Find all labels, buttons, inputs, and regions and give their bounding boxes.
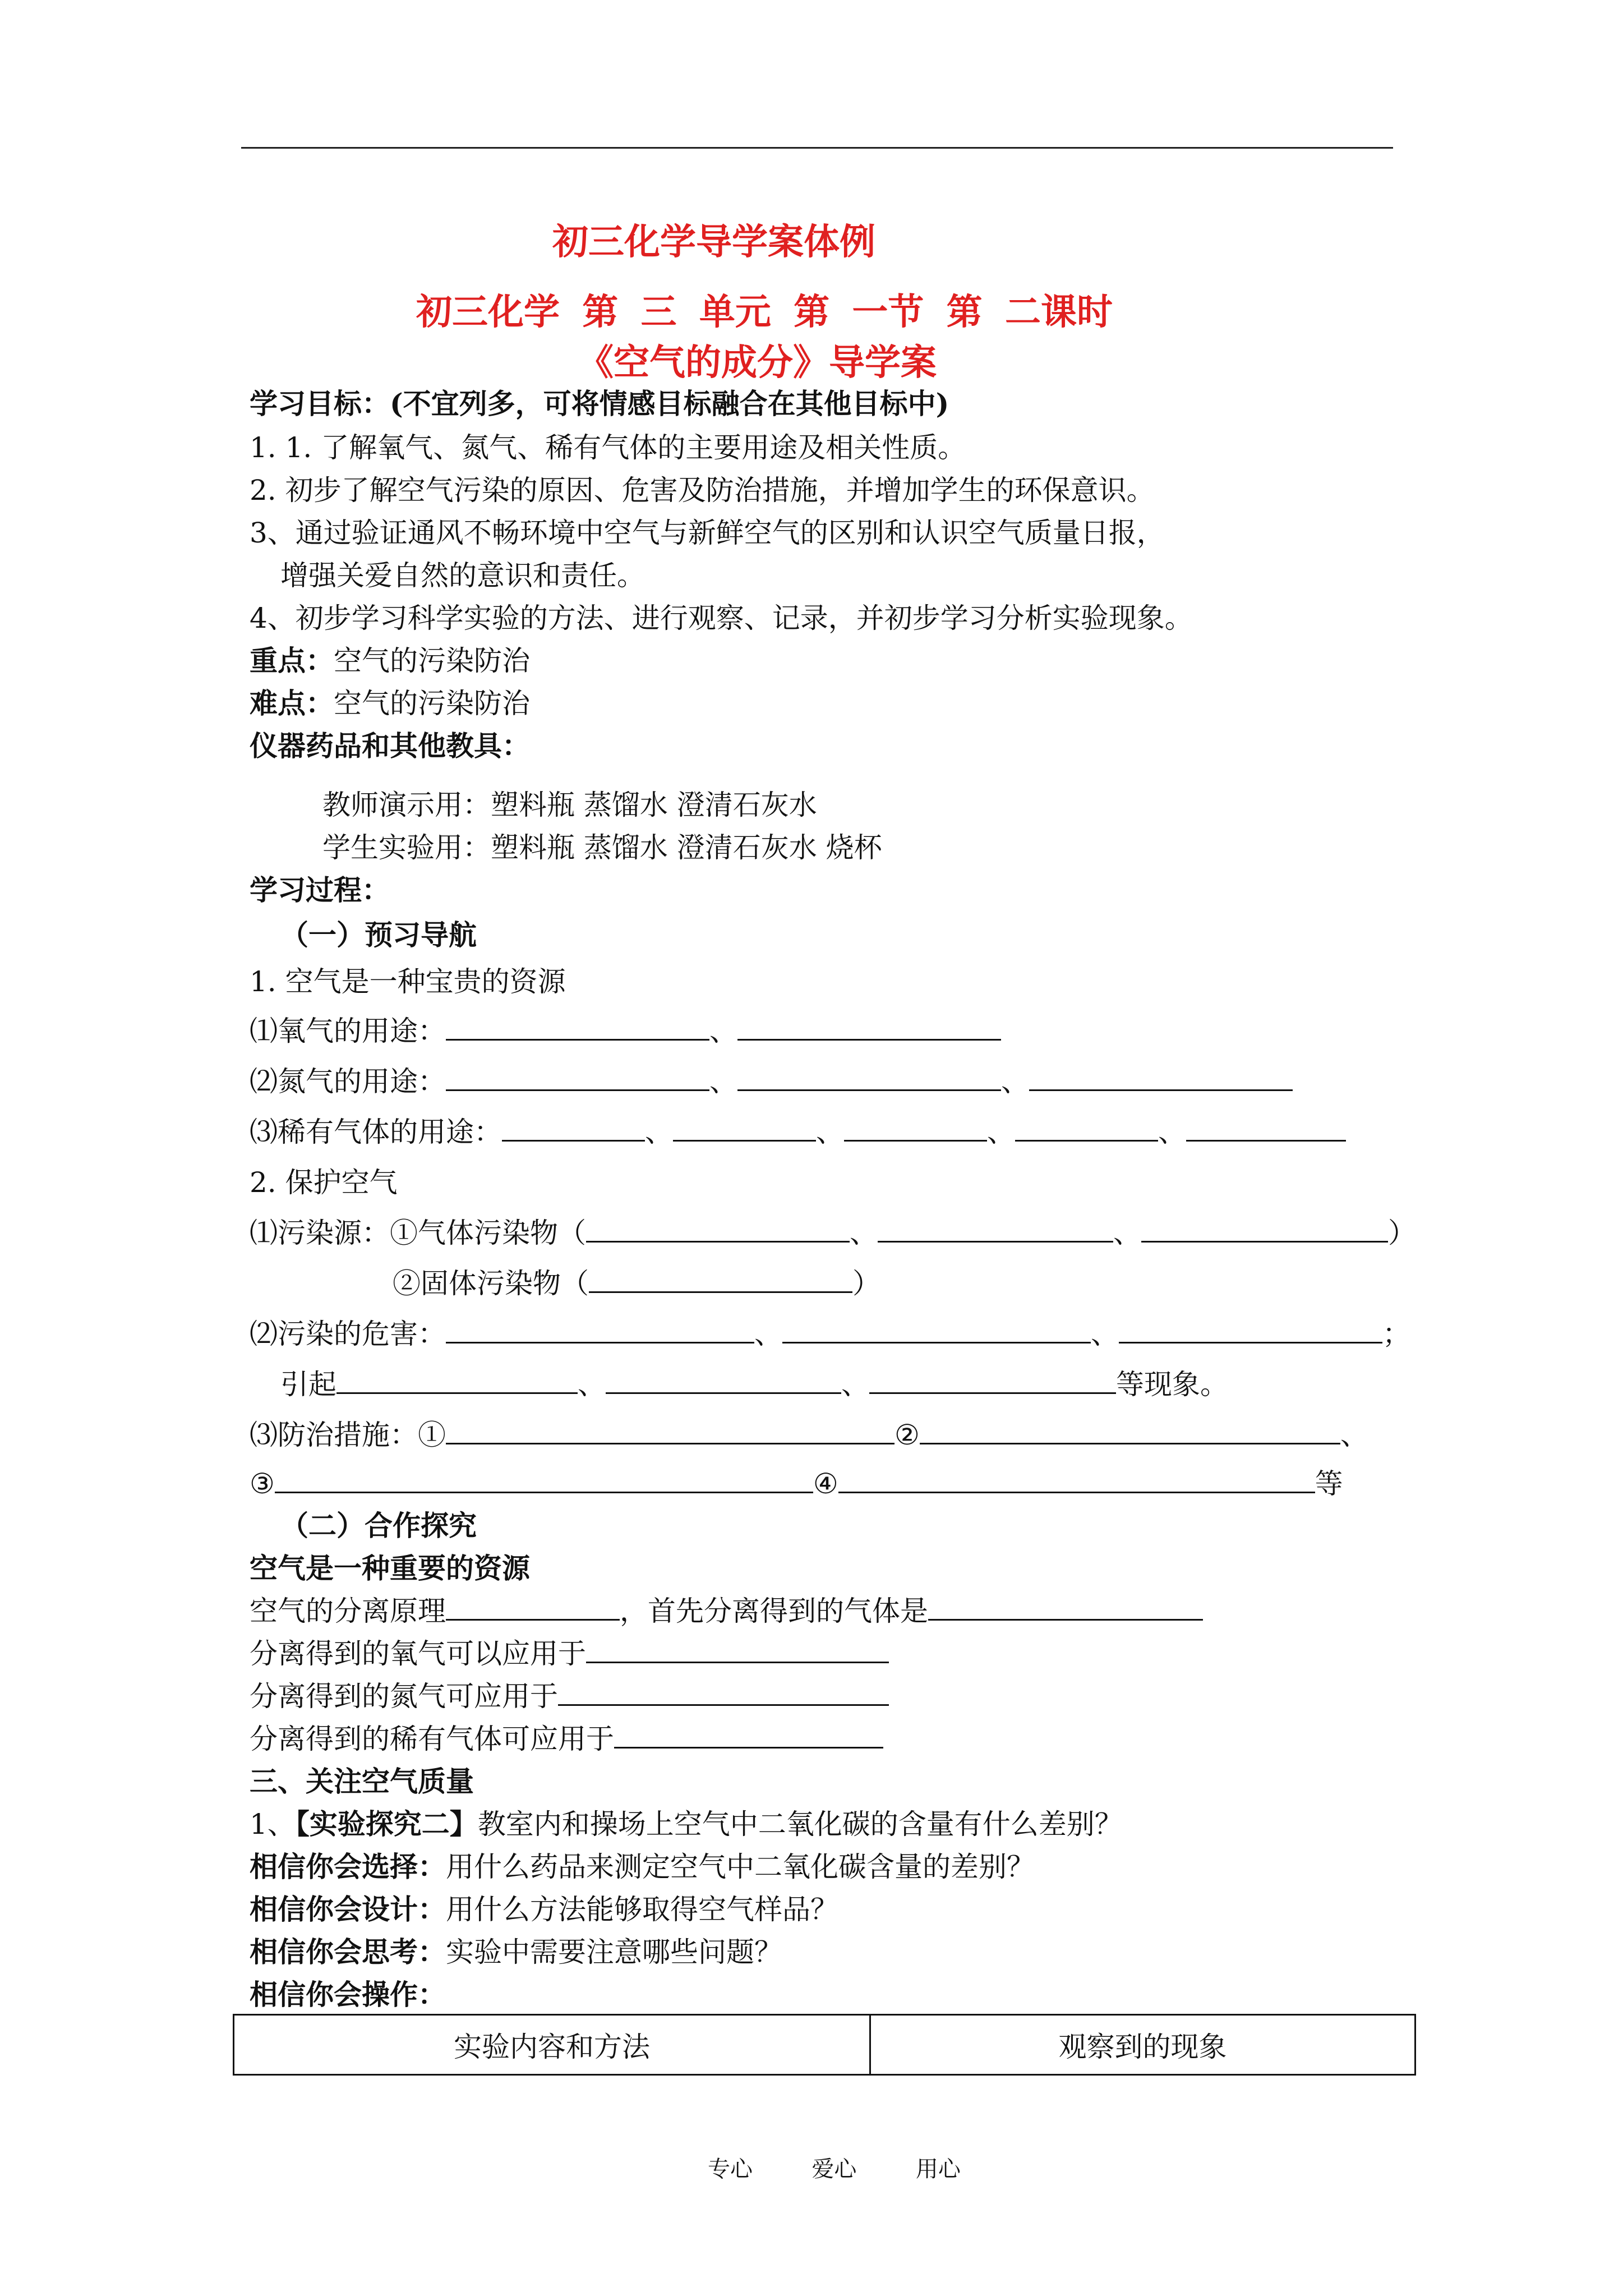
equipment-heading: 仪器药品和其他教具： [250,729,530,762]
rare-use-blank-1[interactable] [502,1115,645,1142]
harm-blank-3[interactable] [1119,1317,1382,1343]
student-equipment: 学生实验用：塑料瓶 蒸馏水 澄清石灰水 烧杯 [322,831,882,864]
cooperative-subheading: 空气是一种重要的资源 [250,1552,530,1585]
cooperative-heading: （二）合作探究 [280,1509,477,1542]
section-2: 2. 保护空气 [250,1166,398,1199]
oxygen-uses-row: ⑴氧气的用途： 、 [250,1014,1001,1048]
nitrogen-uses-row: ⑵氮气的用途： 、 、 [250,1065,1293,1098]
nitrogen-application-blank[interactable] [558,1680,889,1706]
objective-2: 2. 初步了解空气污染的原因、危害及防治措施，并增加学生的环保意识。 [250,474,1155,507]
oxygen-use-blank-1[interactable] [446,1014,709,1041]
cause-blank-3[interactable] [869,1368,1116,1394]
objectives-heading: 学习目标：(不宜列多，可将情感目标融合在其他目标中) [250,387,949,420]
quality-heading: 三、关注空气质量 [250,1765,474,1798]
objective-3: 3、通过验证通风不畅环境中空气与新鲜空气的区别和认识空气质量日报， [250,517,1165,549]
objective-1: 1. 1. 了解氧气、氮气、稀有气体的主要用途及相关性质。 [250,431,966,464]
solid-pollutant-blank[interactable] [589,1267,852,1293]
choose-prompt: 相信你会选择：用什么药品来测定空气中二氧化碳含量的差别？ [250,1850,1035,1883]
gas-pollutant-blank-2[interactable] [878,1216,1113,1243]
lesson-title: 《空气的成分》导学案 [578,342,937,384]
nitrogen-use-blank-3[interactable] [1029,1065,1293,1091]
gas-pollutants-row: ⑴污染源：①气体污染物（ 、 、 ） [250,1217,1416,1249]
first-gas-blank[interactable] [928,1594,1203,1621]
document-title: 初三化学导学案体例 [552,221,875,263]
section-1: 1. 空气是一种宝贵的资源 [250,965,566,998]
process-heading: 学习过程： [250,873,390,907]
think-prompt: 相信你会思考：实验中需要注意哪些问题？ [250,1935,782,1968]
gas-pollutant-blank-1[interactable] [586,1216,850,1243]
oxygen-application-blank[interactable] [586,1637,889,1663]
prevention-row-1: ⑶防治措施：① ② 、 [250,1419,1368,1451]
operate-prompt: 相信你会操作： [250,1978,446,2011]
harm-blank-1[interactable] [446,1317,754,1343]
solid-pollutants-row: ②固体污染物（ ） [393,1267,880,1300]
cause-blank-2[interactable] [606,1368,841,1394]
rare-use-blank-4[interactable] [1015,1115,1158,1142]
oxygen-application-row: 分离得到的氧气可以应用于 [250,1637,889,1671]
prevention-row-2: ③ ④ 等 [250,1467,1343,1500]
header-rule [241,147,1393,149]
cause-row: 引起 、 、 等现象。 [280,1368,1228,1401]
design-prompt: 相信你会设计：用什么方法能够取得空气样品？ [250,1893,838,1926]
prevention-blank-4[interactable] [838,1467,1315,1493]
harm-blank-2[interactable] [782,1317,1091,1343]
experiment-table [233,2014,1416,2076]
prevention-blank-1[interactable] [446,1418,895,1444]
rare-use-blank-5[interactable] [1186,1115,1346,1142]
rare-use-blank-2[interactable] [673,1115,816,1142]
nitrogen-use-blank-2[interactable] [737,1065,1001,1091]
unit-title: 初三化学 第 三 单元 第 一节 第 二课时 [416,291,1113,333]
rare-gas-application-blank[interactable] [614,1722,883,1749]
table-header-method: 实验内容和方法 [234,2015,870,2075]
cause-blank-1[interactable] [336,1368,578,1394]
principle-blank[interactable] [446,1594,620,1621]
preview-heading: （一）预习导航 [280,918,477,951]
table-header-row [234,2015,1415,2075]
gas-pollutant-blank-3[interactable] [1141,1216,1388,1243]
rare-use-blank-3[interactable] [844,1115,987,1142]
nitrogen-use-blank-1[interactable] [446,1065,709,1091]
oxygen-use-blank-2[interactable] [737,1014,1001,1041]
nitrogen-application-row: 分离得到的氮气可应用于 [250,1680,889,1713]
prevention-blank-2[interactable] [920,1418,1340,1444]
table-header-observation: 观察到的现象 [870,2015,1415,2075]
separation-principle-row: 空气的分离原理 ，首先分离得到的气体是 [250,1594,1203,1628]
rare-gas-uses-row: ⑶稀有气体的用途： 、 、 、 、 [250,1115,1346,1149]
experiment-question: 1、【实验探究二】教室内和操场上空气中二氧化碳的含量有什么差别？ [250,1807,1123,1841]
objective-4: 4、初步学习科学实验的方法、进行观察、记录，并初步学习分析实验现象。 [250,602,1193,634]
page-footer: 专心 爱心 用心 [708,2156,961,2182]
teacher-equipment: 教师演示用：塑料瓶 蒸馏水 澄清石灰水 [322,789,817,821]
key-point: 重点：空气的污染防治 [250,644,530,677]
rare-gas-application-row: 分离得到的稀有气体可应用于 [250,1722,883,1756]
difficulty: 难点：空气的污染防治 [250,687,530,720]
harm-row: ⑵污染的危害： 、 、 ； [250,1318,1410,1350]
prevention-blank-3[interactable] [275,1467,813,1493]
objective-3-cont: 增强关爱自然的意识和责任。 [280,559,645,592]
